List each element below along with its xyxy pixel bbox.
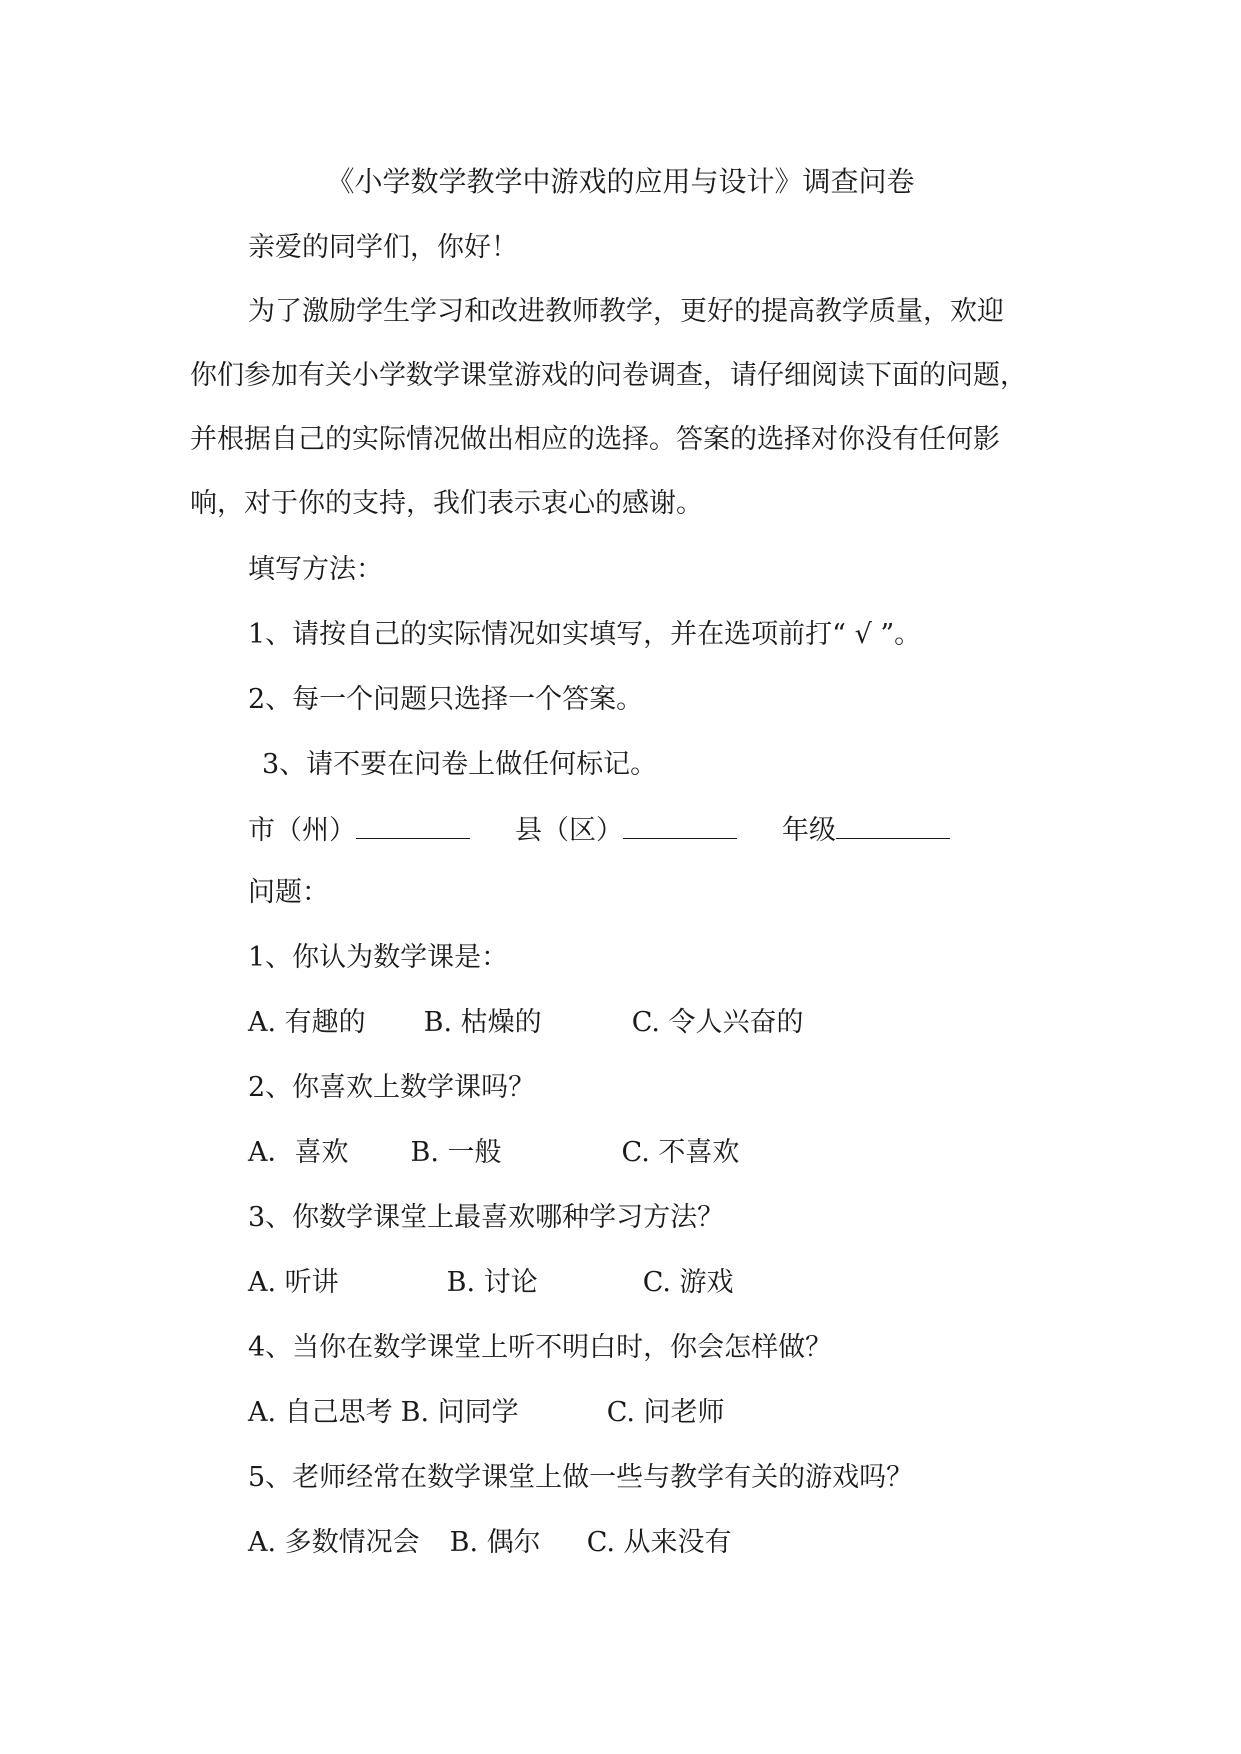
city-field-blank[interactable] xyxy=(356,810,470,839)
question-2-options xyxy=(248,1135,739,1171)
question-3-option-c[interactable]: C. 游戏 xyxy=(642,1267,734,1298)
question-2-text: 2、你喜欢上数学课吗？ xyxy=(248,1072,536,1103)
method-heading: 填写方法： xyxy=(248,554,383,585)
county-field-blank[interactable] xyxy=(623,810,737,839)
question-5-options xyxy=(248,1525,732,1561)
question-1-option-c[interactable]: C. 令人兴奋的 xyxy=(631,1007,804,1038)
county-field-label: 县（区） xyxy=(515,815,623,846)
question-2-option-b[interactable]: B. 一般 xyxy=(410,1137,502,1168)
question-4-option-c[interactable]: C. 问老师 xyxy=(606,1397,725,1428)
question-2-option-c[interactable]: C. 不喜欢 xyxy=(621,1137,740,1168)
intro-line-1: 为了激励学生学习和改进教师教学，更好的提高教学质量，欢迎 xyxy=(248,296,1004,327)
question-4-option-a[interactable]: A. 自己思考 xyxy=(248,1397,393,1428)
question-4-options xyxy=(248,1395,725,1431)
method-item-2: 2、每一个问题只选择一个答案。 xyxy=(248,684,644,715)
question-1-text: 1、你认为数学课是： xyxy=(248,942,509,973)
question-4-text: 4、当你在数学课堂上听不明白时，你会怎样做？ xyxy=(248,1332,833,1363)
info-fields-row xyxy=(248,810,950,849)
city-field-label: 市（州） xyxy=(248,815,356,846)
greeting: 亲爱的同学们，你好！ xyxy=(248,232,518,263)
question-2-option-a[interactable]: A．喜欢 xyxy=(248,1137,349,1168)
question-3-options xyxy=(248,1265,734,1301)
question-1-option-a[interactable]: A. 有趣的 xyxy=(248,1007,366,1038)
questions-heading: 问题： xyxy=(248,877,329,908)
intro-line-3: 并根据自己的实际情况做出相应的选择。答案的选择对你没有任何影 xyxy=(190,424,1000,455)
question-5-text: 5、老师经常在数学课堂上做一些与教学有关的游戏吗？ xyxy=(248,1462,914,1493)
document-title: 《小学数学教学中游戏的应用与设计》调查问卷 xyxy=(326,165,915,198)
question-1-options xyxy=(248,1005,804,1041)
question-1-option-b[interactable]: B. 枯燥的 xyxy=(423,1007,542,1038)
question-3-text: 3、你数学课堂上最喜欢哪种学习方法？ xyxy=(248,1202,725,1233)
grade-field-blank[interactable] xyxy=(836,810,950,839)
question-3-option-b[interactable]: B. 讨论 xyxy=(446,1267,538,1298)
question-3-option-a[interactable]: A. 听讲 xyxy=(248,1267,339,1298)
question-4-option-b[interactable]: B. 问同学 xyxy=(400,1397,519,1428)
intro-line-2: 你们参加有关小学数学课堂游戏的问卷调查，请仔细阅读下面的问题， xyxy=(190,360,1027,391)
intro-line-4: 响，对于你的支持，我们表示衷心的感谢。 xyxy=(190,488,703,519)
grade-field-label: 年级 xyxy=(782,815,836,846)
question-5-option-b[interactable]: B. 偶尔 xyxy=(449,1527,541,1558)
method-item-3: 3、请不要在问卷上做任何标记。 xyxy=(262,749,658,780)
question-5-option-c[interactable]: C. 从来没有 xyxy=(586,1527,732,1558)
question-5-option-a[interactable]: A. 多数情况会 xyxy=(248,1527,420,1558)
method-item-1: 1、请按自己的实际情况如实填写，并在选项前打“ √ ”。 xyxy=(248,619,922,650)
